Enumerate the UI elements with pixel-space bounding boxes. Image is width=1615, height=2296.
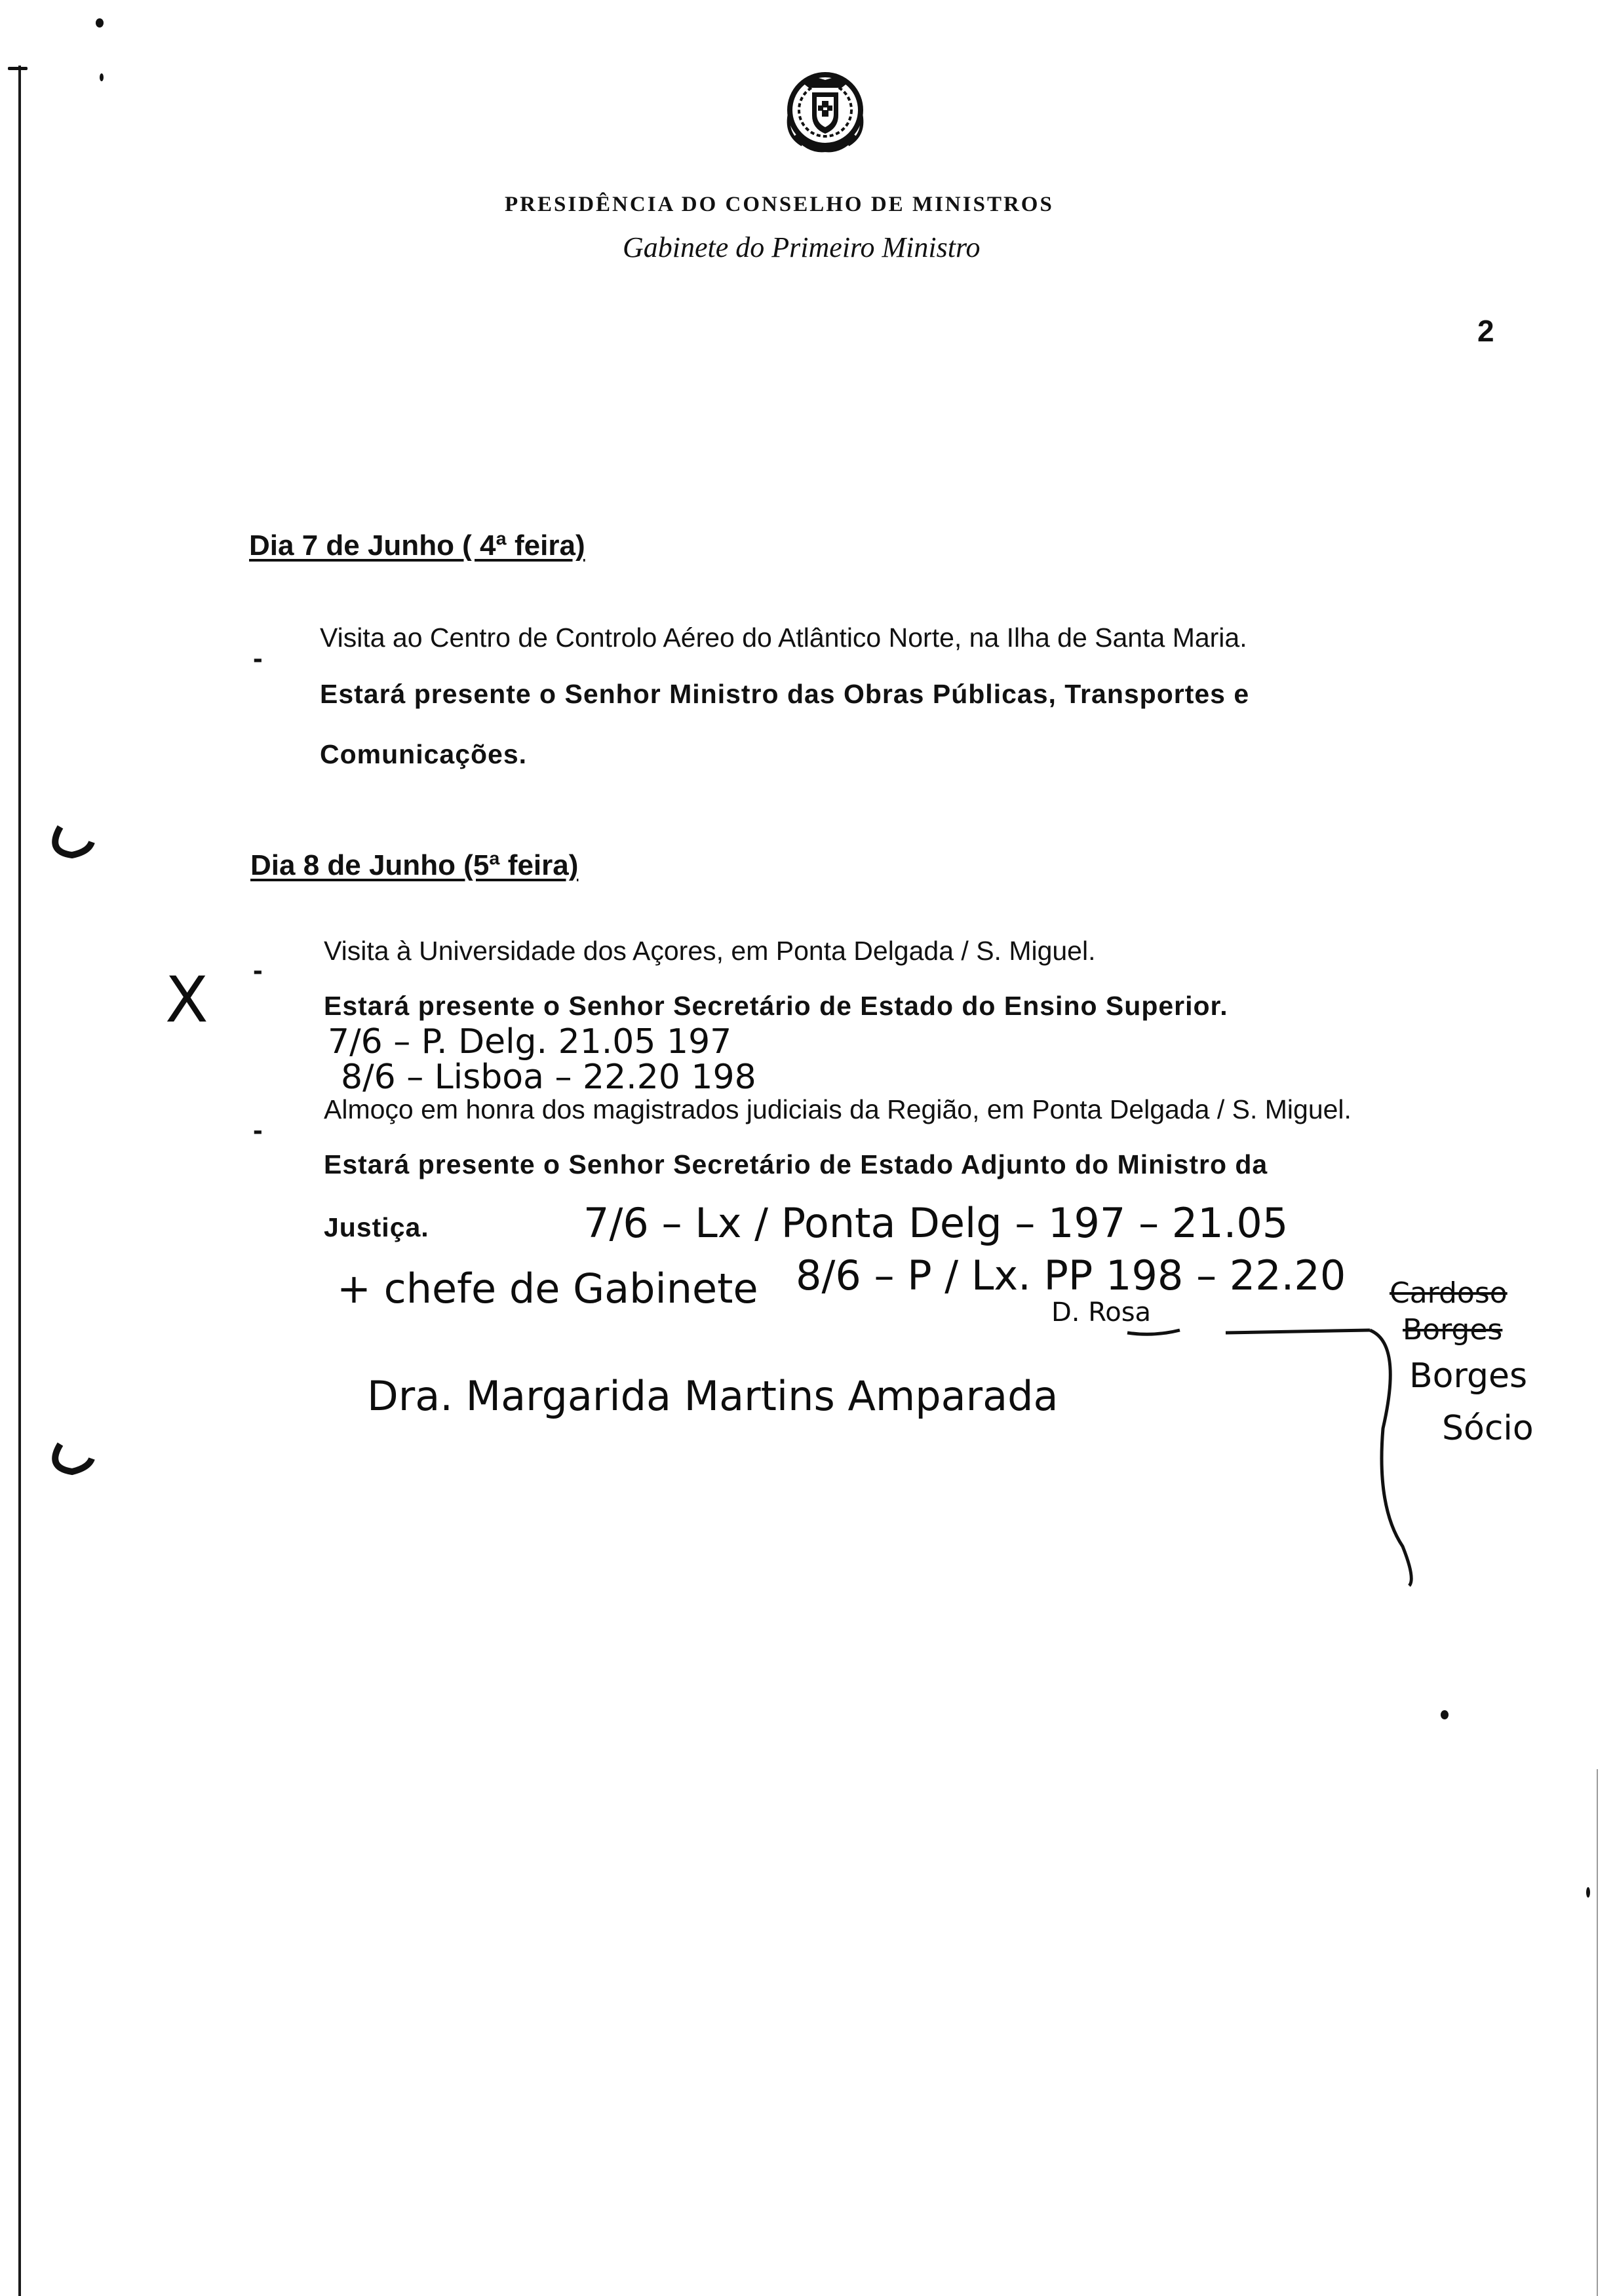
handwritten-note: 8/6 – P / Lx. PP 198 – 22.20 — [796, 1252, 1346, 1299]
item-line: Comunicações. — [320, 739, 528, 769]
list-bullet: - — [253, 954, 263, 986]
item-line: Estará presente o Senhor Secretário de Estado Adjunto do Ministro da — [324, 1149, 1268, 1179]
handwritten-note: Sócio — [1442, 1409, 1534, 1448]
handwritten-note: 7/6 – Lx / Ponta Delg – 197 – 21.05 — [583, 1199, 1289, 1247]
handwritten-note: 8/6 – Lisboa – 22.20 198 — [341, 1058, 756, 1097]
handwritten-x-mark: X — [165, 963, 208, 1037]
item-line: Justiça. — [324, 1212, 429, 1242]
section-heading-day-7: Dia 7 de Junho ( 4ª feira) — [249, 529, 585, 562]
item-line: Visita ao Centro de Controlo Aéreo do Atlântico Norte, na Ilha de Santa Maria. — [320, 622, 1247, 653]
handwritten-note: Dra. Margarida Martins Amparada — [367, 1372, 1059, 1420]
page-number: 2 — [1477, 314, 1494, 348]
handwritten-note: Cardoso — [1390, 1276, 1508, 1310]
handwritten-note: 7/6 – P. Delg. 21.05 197 — [328, 1022, 732, 1062]
handwritten-note: Borges — [1409, 1356, 1528, 1396]
item-line: Estará presente o Senhor Secretário de Estado do Ensino Superior. — [324, 991, 1228, 1021]
item-line: Almoço em honra dos magistrados judiciais da Região, em Ponta Delgada / S. Miguel. — [324, 1094, 1352, 1124]
list-bullet: - — [253, 1114, 263, 1146]
cabinet-subtitle: Gabinete do Primeiro Ministro — [623, 231, 981, 263]
ministry-title: PRESIDÊNCIA DO CONSELHO DE MINISTROS — [505, 193, 1054, 216]
handwritten-note: D. Rosa — [1051, 1297, 1152, 1328]
section-heading-day-8: Dia 8 de Junho (5ª feira) — [250, 849, 579, 881]
handwritten-note: Borges — [1403, 1313, 1503, 1347]
item-line: Estará presente o Senhor Ministro das Obras Públicas, Transportes e — [320, 679, 1250, 709]
item-line: Visita à Universidade dos Açores, em Ponta Delgada / S. Miguel. — [324, 936, 1096, 966]
handwritten-note: + chefe de Gabinete — [337, 1265, 758, 1312]
list-bullet: - — [253, 642, 263, 674]
